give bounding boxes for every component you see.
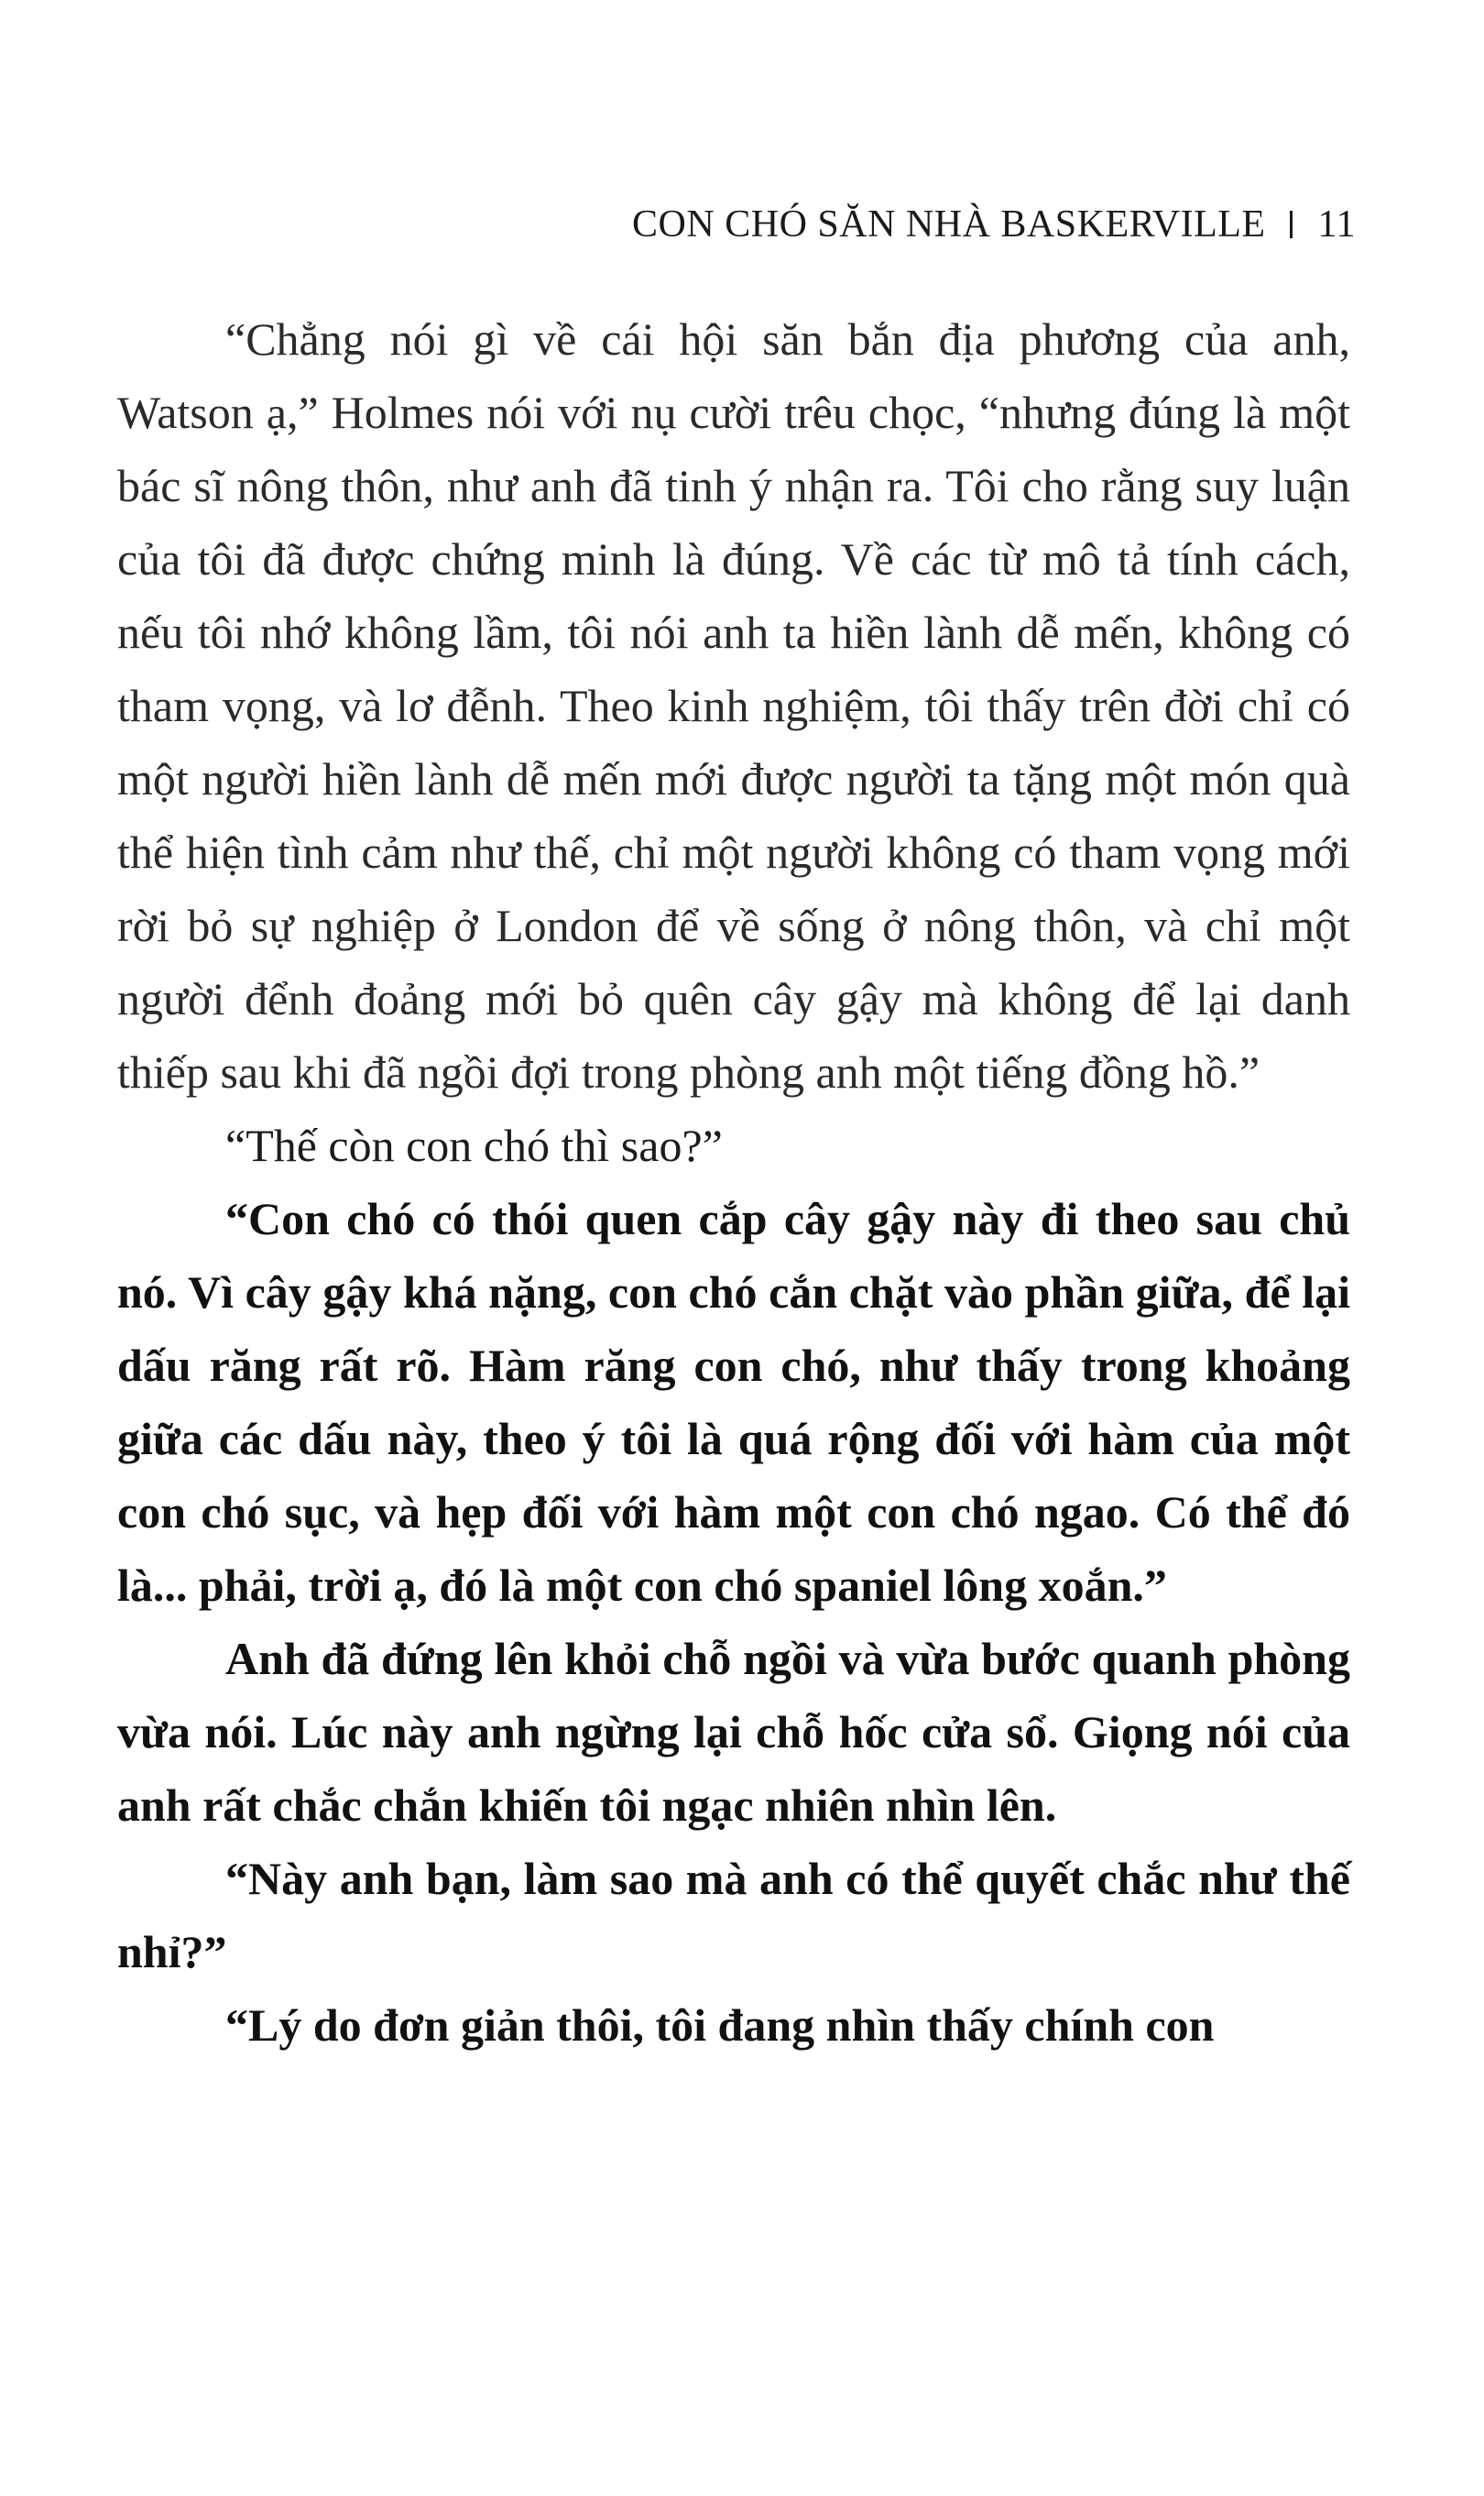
book-title: CON CHÓ SĂN NHÀ BASKERVILLE <box>632 203 1266 246</box>
paragraph-narration: Anh đã đứng lên khỏi chỗ ngồi và vừa bước quanh phòng vừa nói. Lúc này anh ngừng lại chỗ hốc cửa sổ. Giọng nói của anh rất chắc chắn khiến tôi ngạc nhiên nhìn lên. <box>117 1633 1350 1831</box>
paragraph-question-dog: “Thế còn con chó thì sao?” <box>225 1120 723 1171</box>
header-separator <box>1290 211 1293 238</box>
paragraph-dog-deduction: “Con chó có thói quen cắp cây gậy này đi theo sau chủ nó. Vì cây gậy khá nặng, con chó cắn chặt vào phần giữa, để lại dấu răng rất rõ. Hàm răng con chó, như thấy trong khoảng giữa các dấu này, theo ý tôi là quá rộng đối với hàm của một con chó sục, và hẹp đối với hàm một con chó ngao. Có thể đó là... phải, trời ạ, đó là một con chó spaniel lông xoắn.” <box>117 1193 1350 1611</box>
paragraph-holmes-explanation: “Chẳng nói gì về cái hội săn bắn địa phương của anh, Watson ạ,” Holmes nói với nụ cười trêu chọc, “nhưng đúng là một bác sĩ nông thôn, như anh đã tinh ý nhận ra. Tôi cho rằng suy luận của tôi đã được chứng minh là đúng. Về các từ mô tả tính cách, nếu tôi nhớ không lầm, tôi nói anh ta hiền lành dễ mến, không có tham vọng, và lơ đễnh. Theo kinh nghiệm, tôi thấy trên đời chỉ có một người hiền lành dễ mến mới được người ta tặng một món quà thể hiện tình cảm như thế, chỉ một người không có tham vọng mới rời bỏ sự nghiệp ở London để về sống ở nông thôn, và chỉ một người đểnh đoảng mới bỏ quên cây gậy mà không để lại danh thiếp sau khi đã ngồi đợi trong phòng anh một tiếng đồng hồ.” <box>117 313 1350 1098</box>
page-number: 11 <box>1317 203 1356 246</box>
body-text <box>117 302 1350 2062</box>
paragraph-watson-question: “Này anh bạn, làm sao mà anh có thể quyết chắc như thế nhỉ?” <box>117 1853 1350 1977</box>
running-header <box>568 197 1356 252</box>
paragraph-holmes-reply: “Lý do đơn giản thôi, tôi đang nhìn thấy chính con <box>225 1999 1215 2051</box>
